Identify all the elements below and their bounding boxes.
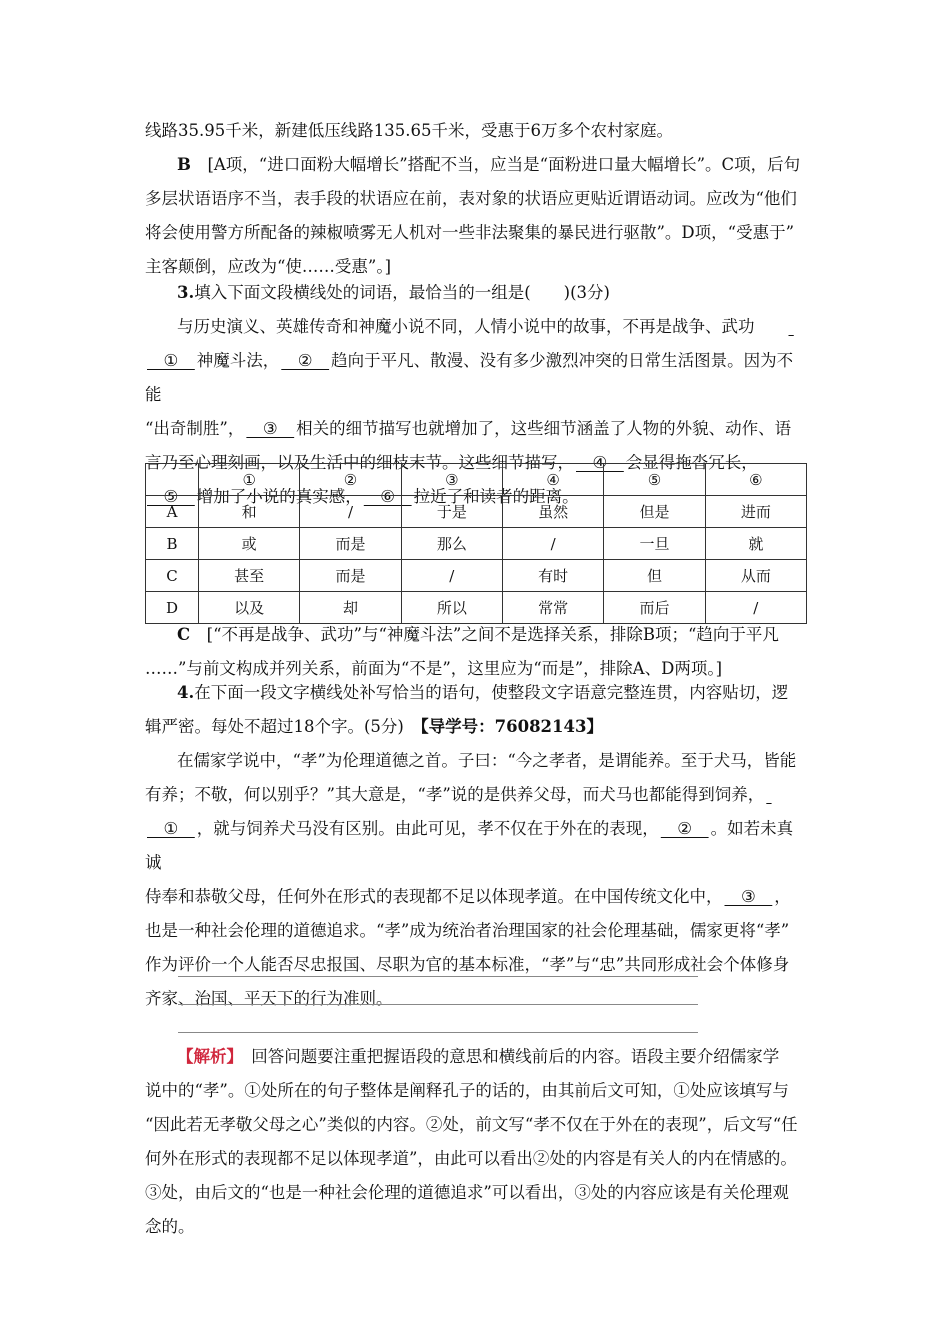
passage-text: 也是一种社会伦理的道德追求。“孝”成为统治者治理国家的社会伦理基础，儒家更将“孝” (145, 921, 790, 940)
table-cell: 有时 (502, 560, 603, 592)
answer-line-3[interactable] (178, 1032, 698, 1033)
table-cell: 但是 (604, 496, 705, 528)
blank-3: ③ (246, 419, 295, 438)
table-cell: / (401, 560, 502, 592)
table-row (146, 528, 807, 560)
blank-3: ③ (724, 887, 773, 906)
question-4: 4.在下面一段文字横线处补写恰当的语句，使整段文字语意完整连贯，内容贴切，逻 辑严密。每处不超过18个字。(5分) 【导学号：76082143】 在儒家学说中，“孝”为伦理道德之首。子曰：“今之孝者，是谓能养。至于犬马，皆能 有养；不敬，何以别乎？”其大意是，“孝”说的是供养父母，而犬马也都能得到饲养， ① ，就与饲养犬马没有区别。由此可见，孝不仅在于外在的表现， ② 。如若未真诚 侍奉和恭敬父母，任何外在形式的表现都不足以体现孝道。在中国传统文化中， ③ ， 也是一种社会伦理的道德追求。“孝”成为统治者治理国家的社会伦理基础，儒家更将“孝” 作为评价一个人能否尽忠报国、尽职为官的基本标准，“孝”与“忠”共同形成社会个体修身 齐家、治国、平天下的行为准则。 (145, 676, 807, 1016)
passage-text: 言乃至心理刻画，以及生活中的细枝末节。这些细节描写， (145, 453, 574, 472)
table-cell: 而是 (300, 560, 401, 592)
table-cell: ⑤ (604, 464, 705, 496)
question-stem: 辑严密。每处不超过18个字。(5分) (145, 717, 404, 736)
table-cell: 进而 (705, 496, 806, 528)
analysis-text: 说中的“孝”。①处所在的句子整体是阐释孔子的话的，由其前后文可知，①处应该填写与 (145, 1081, 789, 1100)
analysis-text: 回答问题要注重把握语段的意思和横线前后的内容。语段主要介绍儒家学 (251, 1047, 780, 1066)
passage-text: 会显得拖沓冗长， (625, 453, 758, 472)
guide-number: 【导学号：76082143】 (420, 717, 603, 736)
analysis-text: 念的。 (145, 1217, 195, 1236)
table-cell: ④ (502, 464, 603, 496)
passage-text: 拉近了和读者的距离。 (413, 487, 579, 506)
passage-text: 齐家、治国、平天下的行为准则。 (145, 989, 393, 1008)
text-line: 将会使用警方所配备的辣椒喷雾无人机对一些非法聚集的暴民进行驱散”。D项，“受惠于” (145, 223, 795, 242)
table-cell: 或 (199, 528, 300, 560)
table-cell: / (300, 496, 401, 528)
question-stem: 在下面一段文字横线处补写恰当的语句，使整段文字语意完整连贯，内容贴切，逻 (194, 683, 789, 702)
analysis-section (145, 1040, 807, 1244)
passage-text: 在儒家学说中，“孝”为伦理道德之首。子曰：“今之孝者，是谓能养。至于犬马，皆能 (177, 751, 797, 770)
table-cell: 虽然 (502, 496, 603, 528)
passage-text: 相关的细节描写也就增加了，这些细节涵盖了人物的外貌、动作、语 (296, 419, 792, 438)
table-cell: 以及 (199, 592, 300, 624)
table-cell: 从而 (705, 560, 806, 592)
answer-letter: C (177, 625, 191, 644)
table-cell: / (705, 592, 806, 624)
text-line: 多层状语语序不当，表手段的状语应在前，表对象的状语应更贴近谓语动词。应改为“他们 (145, 189, 797, 208)
table-cell: 但 (604, 560, 705, 592)
text-line: 线路35.95千米，新建低压线路135.65千米，受惠于6万多个农村家庭。 (145, 121, 673, 140)
table-row (146, 560, 807, 592)
table-cell: B (146, 528, 199, 560)
analysis-text: 何外在形式的表现都不足以体现孝道”，由此可以看出②处的内容是有关人的内在情感的。 (145, 1149, 797, 1168)
options-table (145, 463, 807, 624)
table-cell: 而是 (300, 528, 401, 560)
table-header-row (146, 464, 807, 496)
answer-line-1[interactable] (178, 976, 698, 977)
passage-text: ，就与饲养犬马没有区别。由此可见，孝不仅在于外在的表现， (196, 819, 659, 838)
passage-text: 有养；不敬，何以别乎？”其大意是，“孝”说的是供养父母，而犬马也都能得到饲养， (145, 785, 765, 804)
table-cell: 而后 (604, 592, 705, 624)
text-line: ……”与前文构成并列关系，前面为“不是”，这里应为“而是”，排除A、D两项。] (145, 659, 723, 678)
blank-1: ① (147, 819, 195, 838)
table-cell: 所以 (401, 592, 502, 624)
explanation-text: [“不再是战争、武功”与“神魔斗法”之间不是选择关系，排除B项；“趋向于平凡 (206, 625, 779, 644)
table-cell: 常常 (502, 592, 603, 624)
passage-text: 神魔斗法， (196, 351, 280, 370)
blank-1: ① (147, 351, 195, 370)
table-cell: 于是 (401, 496, 502, 528)
table-cell: 甚至 (199, 560, 300, 592)
question-number: 3. (177, 283, 195, 302)
blank-5: ⑤ (147, 487, 195, 506)
answer-line-2[interactable] (178, 1004, 698, 1005)
table-cell: ③ (401, 464, 502, 496)
passage-text: 与历史演义、英雄传奇和神魔小说不同，人情小说中的故事，不再是战争、武功 (177, 317, 755, 336)
table-cell: A (146, 496, 199, 528)
q2-continuation (145, 114, 807, 284)
passage-text: 。如若未真诚 (145, 819, 794, 872)
analysis-tag: 【解析】 (177, 1047, 235, 1066)
table-cell: D (146, 592, 199, 624)
explanation-text: [A项，“进口面粉大幅增长”搭配不当，应当是“面粉进口量大幅增长”。C项，后句 (207, 155, 801, 174)
analysis-text: “因此若无孝敬父母之心”类似的内容。②处，前文写“孝不仅在于外在的表现”，后文写“任 (145, 1115, 798, 1134)
table-cell: 一旦 (604, 528, 705, 560)
table-cell: ⑥ (705, 464, 806, 496)
table-row (146, 496, 807, 528)
blank-2: ② (281, 351, 330, 370)
passage-text: “出奇制胜”， (145, 419, 245, 438)
table-cell: C (146, 560, 199, 592)
table-cell: / (502, 528, 603, 560)
passage-text: 趋向于平凡、散漫、没有多少激烈冲突的日常生活图景。因为不能 (145, 351, 794, 404)
blank-6: ⑥ (363, 487, 412, 506)
question-stem: 填入下面文段横线处的词语，最恰当的一组是( )(3分) (194, 283, 610, 302)
table-cell: 就 (705, 528, 806, 560)
passage-text: 侍奉和恭敬父母，任何外在形式的表现都不足以体现孝道。在中国传统文化中， (145, 887, 723, 906)
table-cell: 那么 (401, 528, 502, 560)
table-cell: ② (300, 464, 401, 496)
blank-2: ② (660, 819, 709, 838)
blank-4: ④ (576, 453, 624, 472)
passage-text: 作为评价一个人能否尽忠报国、尽职为官的基本标准，“孝”与“忠”共同形成社会个体修身 (145, 955, 790, 974)
table-cell: 却 (300, 592, 401, 624)
table-cell (146, 464, 199, 496)
passage-text: 增加了小说的真实感， (196, 487, 362, 506)
text-line: 主客颠倒，应改为“使……受惠”。] (145, 257, 392, 276)
table-cell: 和 (199, 496, 300, 528)
question-number: 4. (177, 683, 195, 702)
answer-letter: B (177, 155, 191, 174)
table-cell: ① (199, 464, 300, 496)
analysis-text: ③处，由后文的“也是一种社会伦理的道德追求”可以看出，③处的内容应该是有关伦理观 (145, 1183, 789, 1202)
